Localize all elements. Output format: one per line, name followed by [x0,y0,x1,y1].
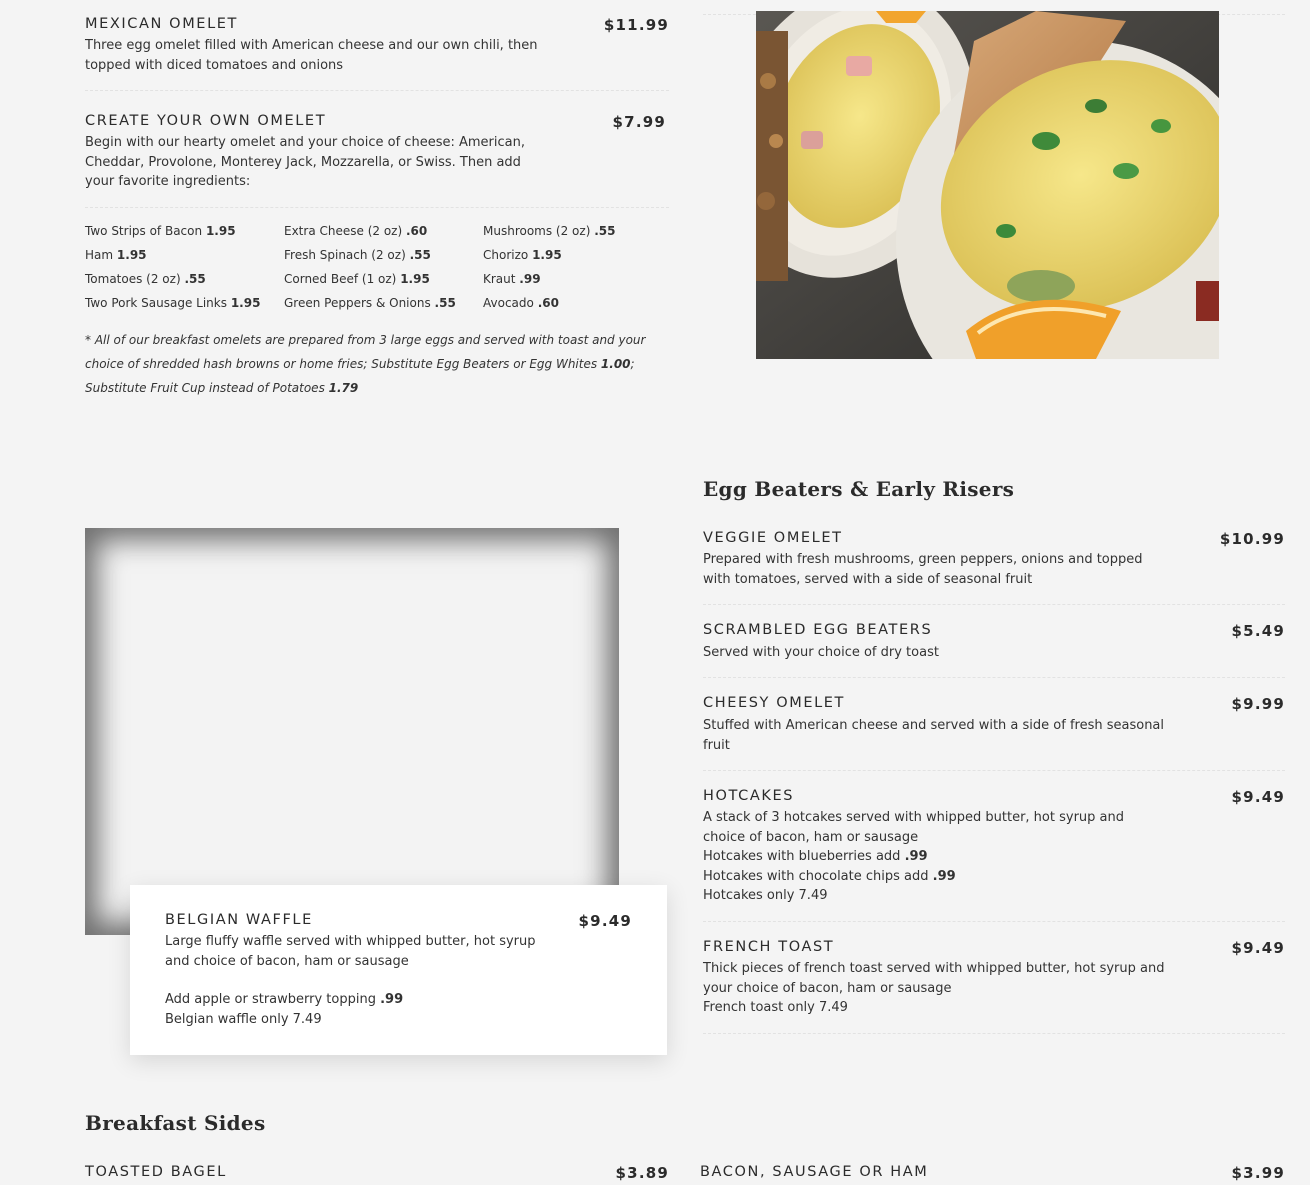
divider [85,207,669,208]
menu-item-description [703,959,1173,1018]
description-line: Prepared with fresh mushrooms, green peppers, onions and topped [703,552,1143,567]
extra-line: Belgian waffle only 7.49 [165,1011,322,1027]
divider [85,90,669,91]
menu-item-name: MEXICAN OMELET [85,16,238,32]
divider [703,677,1285,678]
menu-item-description [703,643,1173,663]
menu-item-name: VEGGIE OMELET [703,530,843,546]
menu-item-price: $10.99 [1219,530,1285,548]
menu-item-description [703,716,1173,755]
menu-item-name: TOASTED BAGEL [85,1164,227,1180]
addon-item: Two Strips of Bacon 1.95 [85,224,236,238]
menu-item-price: $9.99 [1231,695,1285,713]
addon-item: Fresh Spinach (2 oz) .55 [284,248,431,262]
menu-item-description [703,550,1173,589]
addon-item: Extra Cheese (2 oz) .60 [284,224,428,238]
description-line: choice of bacon, ham or sausage [703,829,919,845]
addon-item: Kraut .99 [483,272,541,286]
menu-item-price: $7.99 [612,113,666,131]
description-line: with tomatoes, served with a side of seasonal fruit [703,571,1033,587]
description-line: Cheddar, Provolone, Monterey Jack, Mozzarella, or Swiss. Then add [85,154,521,170]
description-line: Stuffed with American cheese and served with a side of fresh seasonal [703,718,1165,733]
menu-item-price: $3.89 [615,1164,669,1182]
menu-item-price: $5.49 [1231,622,1285,640]
menu-item-name: CHEESY OMELET [703,695,846,711]
addon-item: Mushrooms (2 oz) .55 [483,224,616,238]
description-line: your favorite ingredients: [85,174,251,189]
addon-item: Corned Beef (1 oz) 1.95 [284,272,430,286]
omelet-note [85,328,685,400]
menu-item-name: FRENCH TOAST [703,939,835,955]
menu-item-price: $9.49 [1231,939,1285,957]
menu-item-name: BACON, SAUSAGE OR HAM [700,1164,929,1180]
addon-item: Tomatoes (2 oz) .55 [85,272,206,286]
description-line: Thick pieces of french toast served with whipped butter, hot syrup and [703,961,1165,976]
menu-item-price: $11.99 [603,16,669,34]
extra-line: Hotcakes with chocolate chips add .99 [703,868,956,884]
description-line: fruit [703,737,730,753]
extra-line: Hotcakes with blueberries add .99 [703,849,928,864]
section-title: Egg Beaters & Early Risers [703,477,1015,501]
extra-line: Hotcakes only 7.49 [703,888,828,903]
addon-item: Avocado .60 [483,296,559,310]
menu-item-name: BELGIAN WAFFLE [165,912,313,928]
description-line: Served with your choice of dry toast [703,645,939,660]
omelet-plate-photo [756,11,1219,359]
divider [703,921,1285,922]
menu-item-name: HOTCAKES [703,788,795,804]
note-line: choice of shredded hash browns or home fries; Substitute Egg Beaters or Egg Whites 1.00; [85,357,635,371]
addon-item: Chorizo 1.95 [483,248,562,262]
menu-item-price: $9.49 [1231,788,1285,806]
divider [703,770,1285,771]
extra-line: French toast only 7.49 [703,1000,848,1015]
section-title: Breakfast Sides [85,1111,266,1135]
waffle-image-frame [85,528,619,935]
extra-line: Add apple or strawberry topping .99 [165,992,404,1007]
menu-item-description [165,932,585,1029]
addon-item: Ham 1.95 [85,248,147,262]
addon-item: Green Peppers & Onions .55 [284,296,456,310]
menu-item-description [85,133,555,192]
description-line: your choice of bacon, ham or sausage [703,980,952,996]
note-line: Substitute Fruit Cup instead of Potatoes 1.79 [85,381,359,395]
menu-item-description [703,808,1173,906]
menu-item-name: SCRAMBLED EGG BEATERS [703,622,933,638]
description-line: and choice of bacon, ham or sausage [165,953,409,969]
waffle-card [130,885,667,1055]
menu-item-price: $3.99 [1231,1164,1285,1182]
description-line: A stack of 3 hotcakes served with whipped butter, hot syrup and [703,810,1124,825]
addon-item: Two Pork Sausage Links 1.95 [85,296,261,310]
description-line: Begin with our hearty omelet and your choice of cheese: American, [85,135,525,150]
description-line: Large fluffy waffle served with whipped butter, hot syrup [165,934,536,949]
menu-item-name: CREATE YOUR OWN OMELET [85,113,327,129]
note-line: * All of our breakfast omelets are prepared from 3 large eggs and served with toast and your [85,333,646,347]
description-line: topped with diced tomatoes and onions [85,57,344,73]
divider [703,604,1285,605]
description-line: Three egg omelet filled with American cheese and our own chili, then [85,38,538,53]
menu-item-description [85,36,555,75]
menu-item-price: $9.49 [578,912,632,930]
divider [703,1033,1285,1034]
